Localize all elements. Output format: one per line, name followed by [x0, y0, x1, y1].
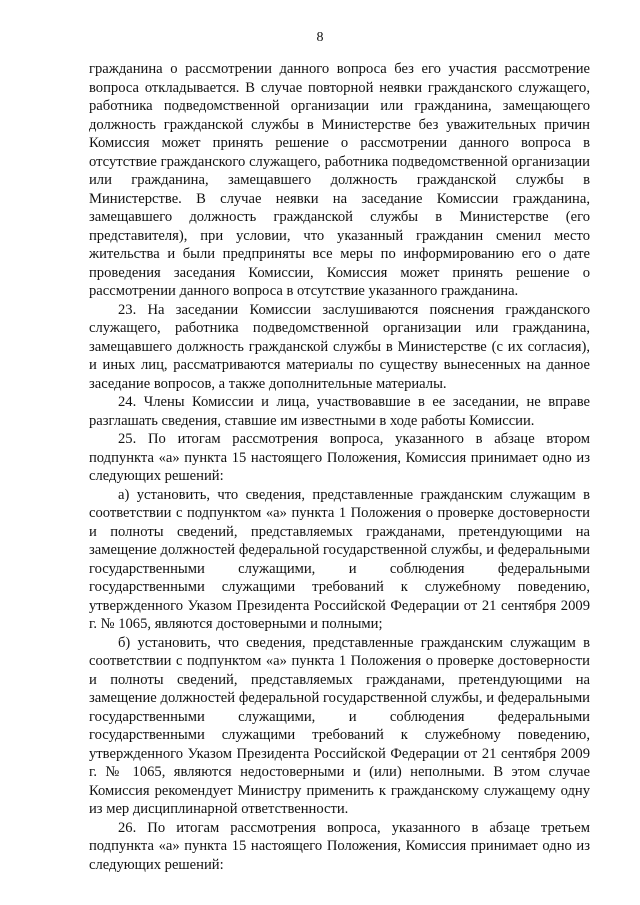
paragraph-25: 25. По итогам рассмотрения вопроса, указанного в абзаце втором подпункта «а» пункта 15 настоящего Положения, Комиссия принимает одно из следующих решений: [89, 431, 590, 484]
document-body [89, 60, 590, 874]
paragraph-23: 23. На заседании Комиссии заслушиваются пояснения гражданского служащего, работника подведомственной организации или гражданина, замещавшего должность гражданской службы в Министерстве (с их согласия), и иных лиц, рассматриваются материалы по существу вынесенных на данное заседание вопросов, а также дополнительные материалы. [89, 301, 590, 392]
paragraph-25-b: б) установить, что сведения, представленные гражданским служащим в соответствии с подпунктом «а» пункта 1 Положения о проверке достоверности и полноты сведений, представляемых гражданами, претендующими на замещение должностей федеральной государственной службы, и федеральными государственными служащими, и соблюдения федеральными государственными служащими требований к служебному поведению, утвержденного Указом Президента Российской Федерации от 21 сентября 2009 г. № 1065, являются недостоверными и (или) неполными. В этом случае Комиссия рекомендует Министру применить к гражданскому служащему одну из мер дисциплинарной ответственности. [89, 634, 590, 817]
paragraph-continuation: гражданина о рассмотрении данного вопроса без его участия рассмотрение вопроса откладывается. В случае повторной неявки гражданского служащего, работника подведомственной организации или гражданина, замещающего должность гражданской службы в Министерстве без уважительных причин Комиссия может принять решение о рассмотрении данного вопроса в отсутствие гражданского служащего, работника подведомственной организации или гражданина, замещавшего должность гражданской службы в Министерстве. В случае неявки на заседание Комиссии гражданина, замещавшего должность гражданской службы в Министерстве (его представителя), при условии, что указанный гражданин сменил место жительства и были предприняты все меры по информированию его о дате проведения заседания Комиссии, Комиссия может принять решение о рассмотрении данного вопроса в отсутствие указанного гражданина. [89, 61, 590, 299]
paragraph-24: 24. Члены Комиссии и лица, участвовавшие в ее заседании, не вправе разглашать сведения, ставшие им известными в ходе работы Комиссии. [89, 394, 590, 429]
paragraph-25-a: а) установить, что сведения, представленные гражданским служащим в соответствии с подпунктом «а» пункта 1 Положения о проверке достоверности и полноты сведений, представляемых гражданами, претендующими на замещение должностей федеральной государственной службы, и федеральными государственными служащими, и соблюдения федеральными государственными служащими требований к служебному поведению, утвержденного Указом Президента Российской Федерации от 21 сентября 2009 г. № 1065, являются достоверными и полными; [89, 486, 590, 632]
paragraph-26: 26. По итогам рассмотрения вопроса, указанного в абзаце третьем подпункта «а» пункта 15 настоящего Положения, Комиссия принимает одно из следующих решений: [89, 819, 590, 873]
page-number: 8 [316, 30, 324, 45]
